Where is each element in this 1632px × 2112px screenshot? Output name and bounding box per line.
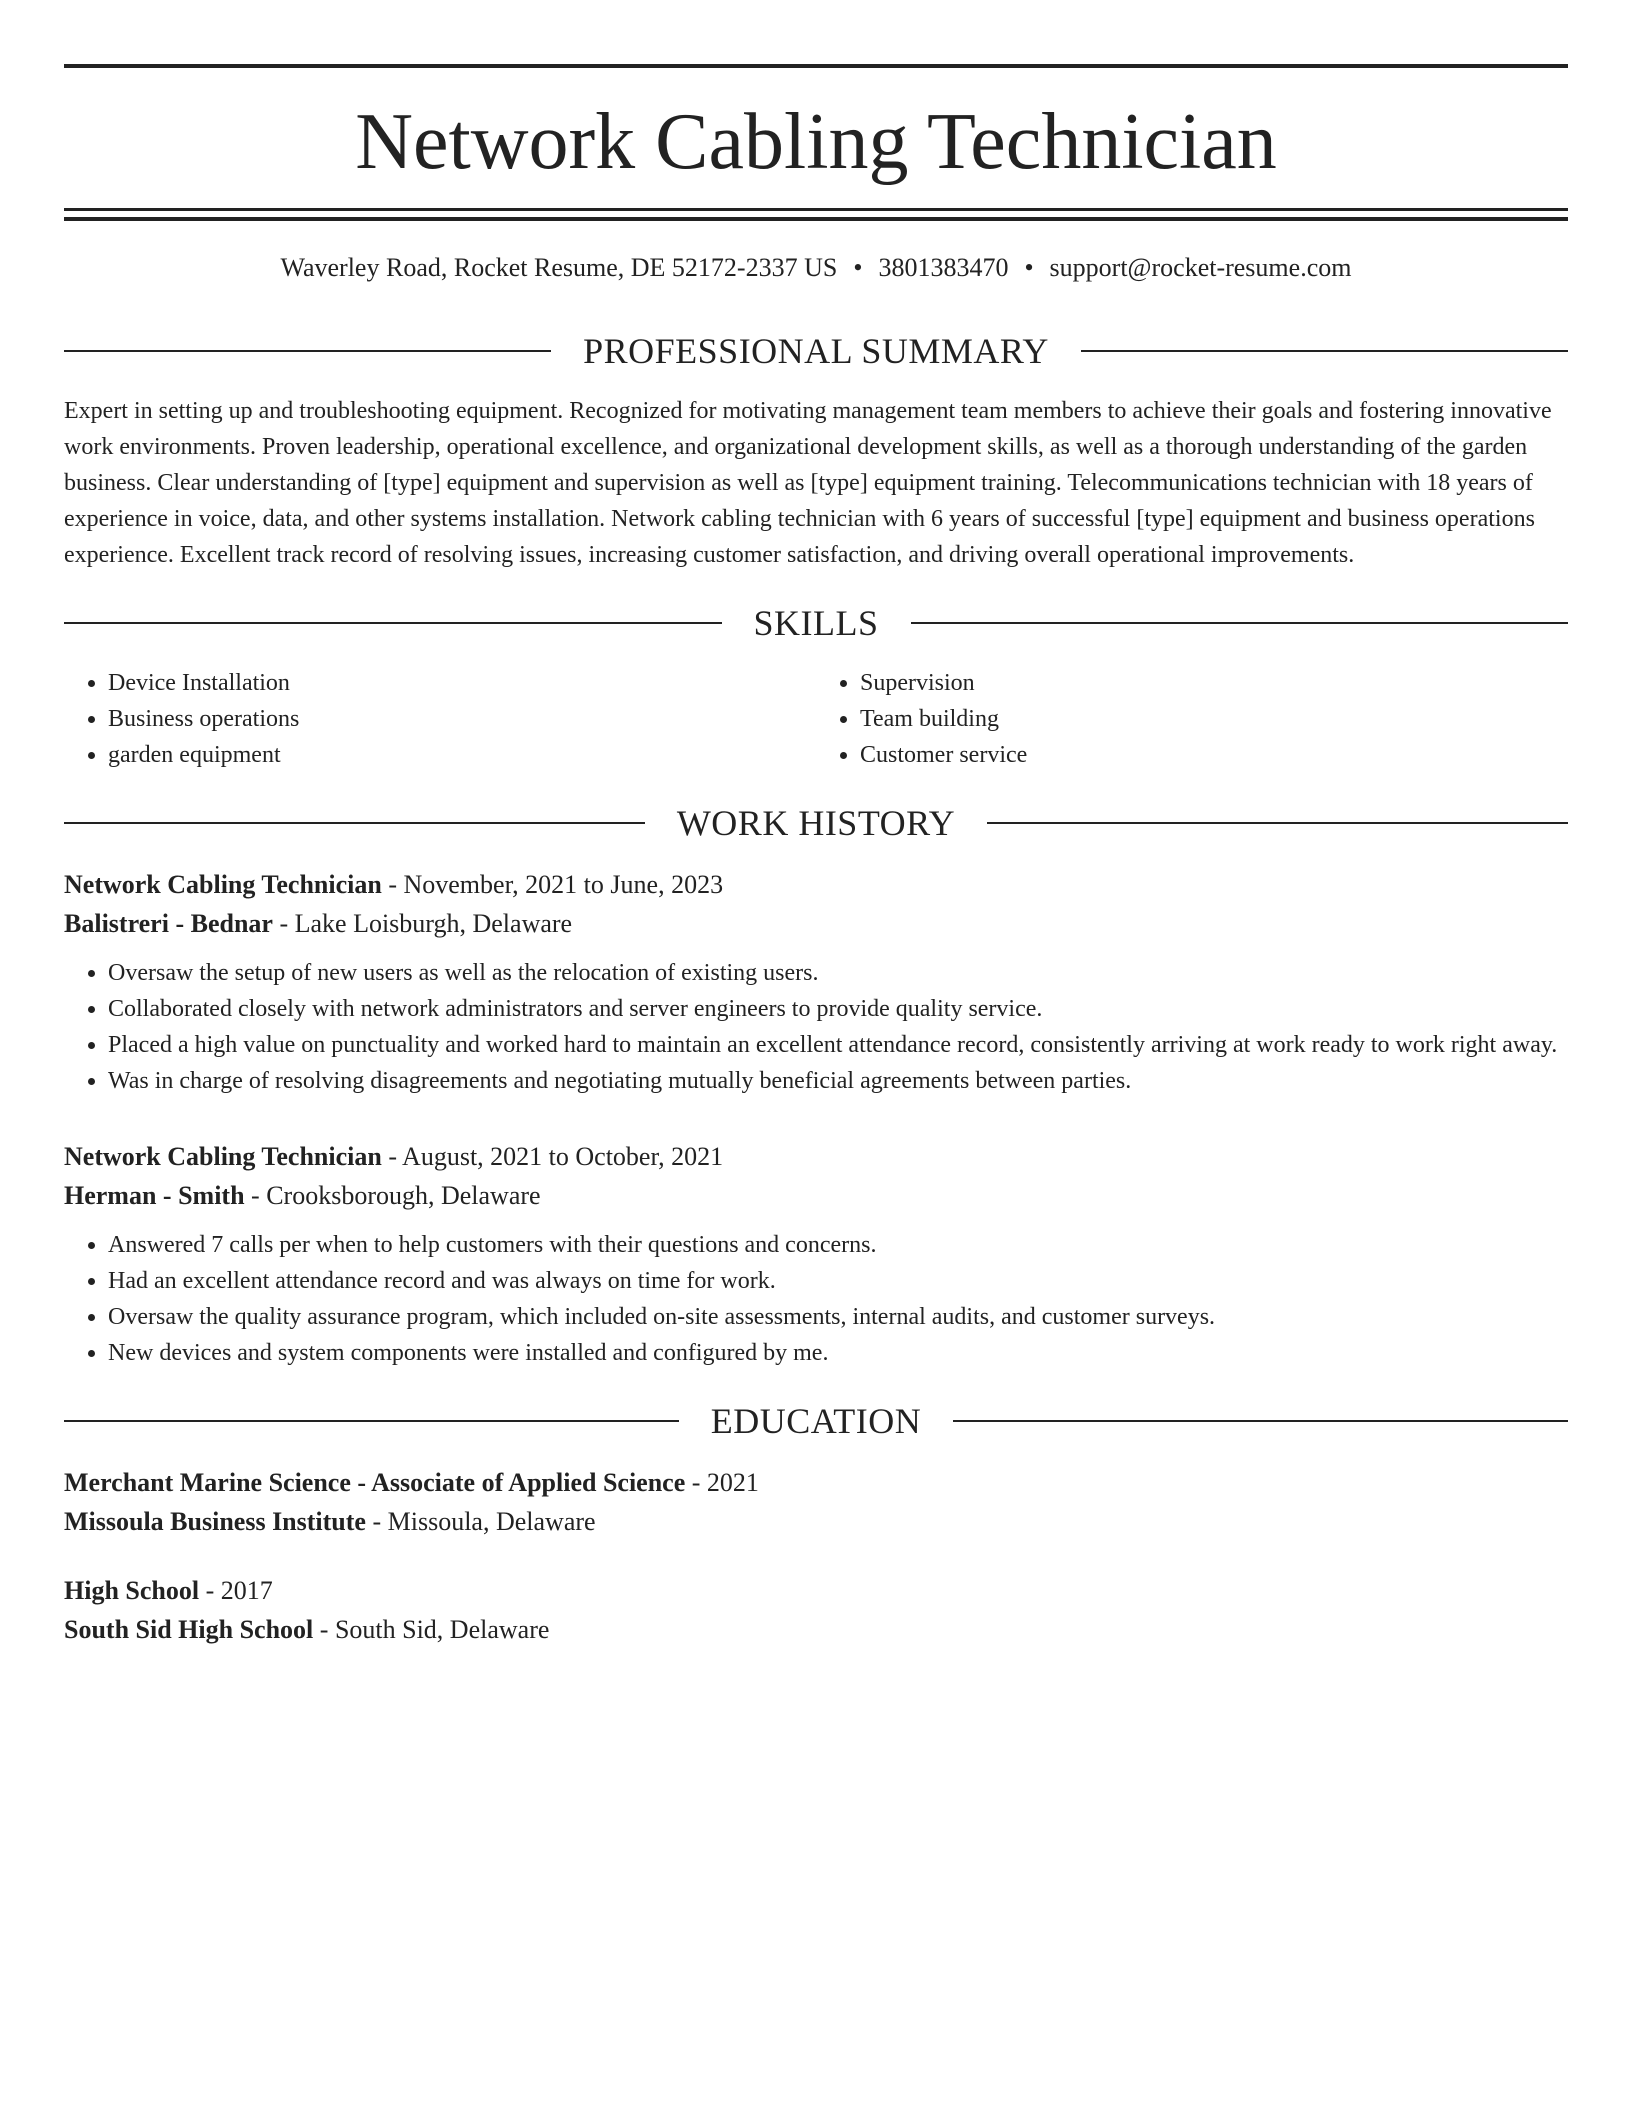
skill-item: • Supervision — [860, 665, 1568, 701]
education-degree: High School — [64, 1576, 200, 1605]
education-degree-line — [64, 1463, 1568, 1502]
job-bullet: • Collaborated closely with network administrators and server engineers to provide quality service. — [108, 991, 1568, 1027]
job-title: Network Cabling Technician — [64, 870, 382, 899]
summary-heading-label: PROFESSIONAL SUMMARY — [583, 331, 1049, 371]
skill-item: • Customer service — [860, 737, 1568, 773]
education-entry — [64, 1463, 1568, 1541]
job-title: Network Cabling Technician — [64, 1142, 382, 1171]
work-section-heading — [64, 803, 1568, 843]
job-location: - Lake Loisburgh, Delaware — [272, 909, 573, 938]
education-school-line — [64, 1502, 1568, 1541]
job-dates: - November, 2021 to June, 2023 — [381, 870, 724, 899]
job-company-line — [64, 904, 1568, 943]
contact-line — [64, 253, 1568, 283]
skill-item: • garden equipment — [108, 737, 816, 773]
summary-section-heading — [64, 331, 1568, 371]
contact-address: Waverley Road, Rocket Resume, DE 52172-2337 US — [280, 253, 838, 282]
job-company: Herman - Smith — [64, 1181, 245, 1210]
job-entry — [64, 1137, 1568, 1371]
job-location: - Crooksborough, Delaware — [244, 1181, 541, 1210]
job-company-line — [64, 1176, 1568, 1215]
job-bullet: • Was in charge of resolving disagreements and negotiating mutually beneficial agreements between parties. — [108, 1063, 1568, 1099]
education-school-line — [64, 1610, 1568, 1649]
job-company: Balistreri - Bednar — [64, 909, 273, 938]
divider-left — [64, 822, 645, 824]
contact-separator: • — [853, 253, 863, 282]
education-year: - 2021 — [685, 1468, 759, 1497]
skills-column-right — [816, 665, 1568, 773]
contact-separator: • — [1024, 253, 1034, 282]
divider-left — [64, 1420, 679, 1422]
education-location: - South Sid, Delaware — [313, 1615, 550, 1644]
summary-text: Expert in setting up and troubleshooting equipment. Recognized for motivating management team members to achieve their goals and fostering innovative work environments. Proven leadership, operational excellence, and organizational development skills, as well as a thorough understanding of the garden business. Clear understanding of [type] equipment and supervision as well as [type] equipment training. Telecommunications technician with 18 years of experience in voice, data, and other systems installation. Network cabling technician with 6 years of successful [type] equipment and business operations experience. Excellent track record of resolving issues, increasing customer satisfaction, and driving overall operational improvements. — [64, 398, 1552, 568]
divider-left — [64, 350, 551, 352]
work-heading-label: WORK HISTORY — [676, 803, 956, 843]
contact-email[interactable]: support@rocket-resume.com — [1049, 253, 1352, 282]
contact-phone: 3801383470 — [878, 253, 1009, 282]
skills-list — [64, 665, 1568, 773]
job-bullet: • Placed a high value on punctuality and worked hard to maintain an excellent attendance record, consistently arriving at work ready to work right away. — [108, 1027, 1568, 1063]
job-title-line — [64, 865, 1568, 904]
education-degree: Merchant Marine Science - Associate of Applied Science — [64, 1468, 686, 1497]
education-heading-label: EDUCATION — [710, 1401, 922, 1441]
divider-right — [911, 622, 1569, 624]
skills-heading-label: SKILLS — [753, 603, 879, 643]
resume-page — [64, 64, 1568, 1649]
job-dates: - August, 2021 to October, 2021 — [381, 1142, 724, 1171]
job-title-line — [64, 1137, 1568, 1176]
job-bullets — [64, 955, 1568, 1099]
education-year: - 2017 — [199, 1576, 273, 1605]
divider-right — [1081, 350, 1568, 352]
education-school: Missoula Business Institute — [64, 1507, 366, 1536]
skills-section-heading — [64, 603, 1568, 643]
education-entry — [64, 1571, 1568, 1649]
job-entry — [64, 865, 1568, 1099]
job-bullet: • Oversaw the setup of new users as well as the relocation of existing users. — [108, 955, 1568, 991]
education-location: - Missoula, Delaware — [365, 1507, 596, 1536]
divider-right — [953, 1420, 1568, 1422]
job-bullet: • Had an excellent attendance record and was always on time for work. — [108, 1263, 1568, 1299]
skill-item: • Device Installation — [108, 665, 816, 701]
job-bullet: • New devices and system components were installed and configured by me. — [108, 1335, 1568, 1371]
top-rule — [64, 64, 1568, 68]
job-bullet: • Answered 7 calls per when to help customers with their questions and concerns. — [108, 1227, 1568, 1263]
job-bullet: • Oversaw the quality assurance program, which included on-site assessments, internal audits, and customer surveys. — [108, 1299, 1568, 1335]
education-degree-line — [64, 1571, 1568, 1610]
education-school: South Sid High School — [64, 1615, 314, 1644]
job-bullets — [64, 1227, 1568, 1371]
skill-item: • Team building — [860, 701, 1568, 737]
education-section-heading — [64, 1401, 1568, 1441]
title-double-rule — [64, 208, 1568, 221]
skill-item: • Business operations — [108, 701, 816, 737]
page-title: Network Cabling Technician — [355, 98, 1277, 186]
divider-right — [987, 822, 1568, 824]
skills-column-left — [64, 665, 816, 773]
divider-left — [64, 622, 722, 624]
